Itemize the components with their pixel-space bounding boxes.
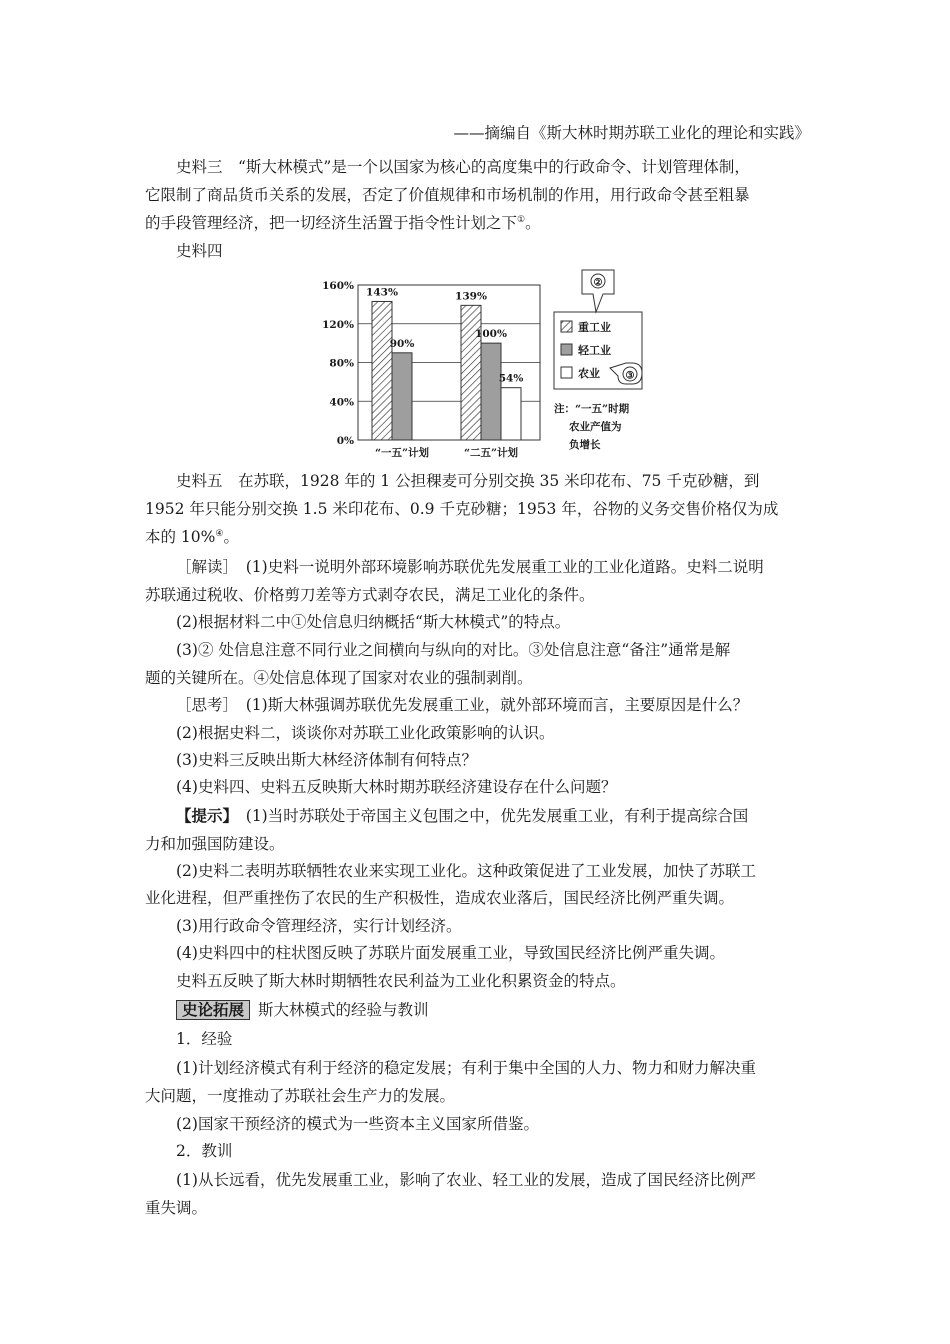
y-tick-label: 0% xyxy=(336,435,354,447)
legend-label: 农业 xyxy=(578,367,600,380)
plot-area xyxy=(358,285,540,440)
hint-line7: 史料五反映了斯大林时期牺牲农民利益为工业化积累资金的特点。 xyxy=(176,972,626,990)
data-label: 143% xyxy=(366,286,398,299)
experience-line2: 大问题，一度推动了苏联社会生产力的发展。 xyxy=(145,1087,456,1105)
thinking-line3: (3)史料三反映出斯大林经济体制有何特点？ xyxy=(176,751,477,769)
experience-line1: (1)计划经济模式有利于经济的稳定发展；有利于集中全国的人力、物力和财力解决重 xyxy=(176,1059,756,1077)
material5-line3-end: 。 xyxy=(223,528,239,546)
chart-legend xyxy=(554,270,642,389)
interpretation-line4: (3)② 处信息注意不同行业之间横向与纵向的对比。③处信息注意“备注”通常是解 xyxy=(176,641,731,659)
material3-line3-text: 的手段管理经济，把一切经济生活置于指令性计划之下 xyxy=(145,214,518,232)
y-tick-label: 160% xyxy=(322,280,354,292)
extension-tag: 史论拓展 xyxy=(176,1000,250,1020)
extension-heading xyxy=(176,1000,810,1020)
hint-line1-text: (1)当时苏联处于帝国主义包围之中，优先发展重工业，有利于提高综合国 xyxy=(230,807,749,825)
data-label: 100% xyxy=(475,328,507,341)
legend-label: 重工业 xyxy=(578,321,611,334)
footnote-mark-4: ④ xyxy=(215,528,224,539)
y-tick-label: 80% xyxy=(329,357,354,370)
hint-line2: 力和加强国防建设。 xyxy=(145,835,285,853)
thinking-line1: ［思考］ (1)斯大林强调苏联优先发展重工业，就外部环境而言，主要原因是什么？ xyxy=(176,696,749,714)
bar xyxy=(481,343,501,440)
experience-heading: 1．经验 xyxy=(176,1030,233,1048)
material5-line2: 1952 年只能分别交换 1.5 米印花布、0.9 千克砂糖；1953 年，谷物的义务交售价格仅为成 xyxy=(145,500,779,518)
hint-line6: (4)史料四中的柱状图反映了苏联片面发展重工业，导致国民经济比例严重失调。 xyxy=(176,944,725,962)
material5-line3 xyxy=(145,527,810,547)
callout-agri-label: ③ xyxy=(625,370,635,382)
material4-label: 史料四 xyxy=(176,242,223,260)
extension-title: 斯大林模式的经验与教训 xyxy=(258,1001,429,1019)
x-tick-label: “二五”计划 xyxy=(463,447,519,459)
footnote-mark-1: ① xyxy=(517,214,526,225)
material3-line1: 史料三 “斯大林模式”是一个以国家为核心的高度集中的行政命令、计划管理体制， xyxy=(176,158,750,176)
y-tick-label: 40% xyxy=(329,396,354,409)
bar xyxy=(461,305,481,440)
x-tick-label: “一五”计划 xyxy=(374,447,430,459)
hint-tag: 【提示】 xyxy=(176,806,231,825)
note-line: 负增长 xyxy=(569,439,601,451)
chart-note xyxy=(554,402,630,451)
lesson-heading: 2．教训 xyxy=(176,1142,233,1160)
source-citation: ——摘编自《斯大林时期苏联工业化的理论和实践》 xyxy=(453,124,810,142)
data-label: 139% xyxy=(455,290,487,303)
hint-line3: (2)史料二表明苏联牺牲农业来实现工业化。这种政策促进了工业发展，加快了苏联工 xyxy=(176,862,756,880)
lesson-line2: 重失调。 xyxy=(145,1199,208,1217)
bar xyxy=(372,301,392,440)
hint-line5: (3)用行政命令管理经济，实行计划经济。 xyxy=(176,917,462,935)
material3-line3-end: 。 xyxy=(525,214,541,232)
interpretation-line2: 苏联通过税收、价格剪刀差等方式剥夺农民，满足工业化的条件。 xyxy=(145,586,595,604)
x-axis xyxy=(375,446,519,459)
bar xyxy=(501,388,521,440)
interpretation-line1: ［解读］ (1)史料一说明外部环境影响苏联优先发展重工业的工业化道路。史料二说明 xyxy=(176,558,764,576)
material5-line1: 史料五 在苏联，1928 年的 1 公担稞麦可分别交换 35 米印花布、75 千克砂糖，到 xyxy=(176,472,760,490)
y-axis xyxy=(322,280,354,447)
lesson-line1: (1)从长远看，优先发展重工业，影响了农业、轻工业的发展，造成了国民经济比例严 xyxy=(176,1171,756,1189)
bar-chart xyxy=(314,266,654,460)
note-line: 农业产值为 xyxy=(569,421,622,433)
hint-line1 xyxy=(176,806,810,826)
thinking-line2: (2)根据史料二，谈谈你对苏联工业化政策影响的认识。 xyxy=(176,724,555,742)
callout-legend-bubble xyxy=(582,270,614,312)
legend-swatch xyxy=(561,344,572,355)
legend-swatch xyxy=(561,321,572,332)
material5-line3-text: 本的 10% xyxy=(145,528,216,546)
hint-line4: 业化进程，但严重挫伤了农民的生产积极性，造成农业落后，国民经济比例严重失调。 xyxy=(145,889,735,907)
interpretation-line3: (2)根据材料二中①处信息归纳概括“斯大林模式”的特点。 xyxy=(176,613,571,631)
interpretation-line5: 题的关键所在。④处信息体现了国家对农业的强制剥削。 xyxy=(145,669,533,687)
note-line: 注：“一五”时期 xyxy=(554,403,630,415)
y-tick-label: 120% xyxy=(322,318,354,331)
data-label: 90% xyxy=(389,337,415,350)
material3-line3 xyxy=(145,213,810,233)
bar xyxy=(392,353,412,440)
data-label: 54% xyxy=(498,372,524,385)
legend-swatch xyxy=(561,367,572,378)
material3-line2: 它限制了商品货币关系的发展，否定了价值规律和市场机制的作用，用行政命令甚至粗暴 xyxy=(145,186,750,204)
legend-label: 轻工业 xyxy=(578,344,611,357)
callout-legend-label: ② xyxy=(593,277,603,289)
experience-line3: (2)国家干预经济的模式为一些资本主义国家所借鉴。 xyxy=(176,1115,539,1133)
thinking-line4: (4)史料四、史料五反映斯大林时期苏联经济建设存在什么问题？ xyxy=(176,778,617,796)
